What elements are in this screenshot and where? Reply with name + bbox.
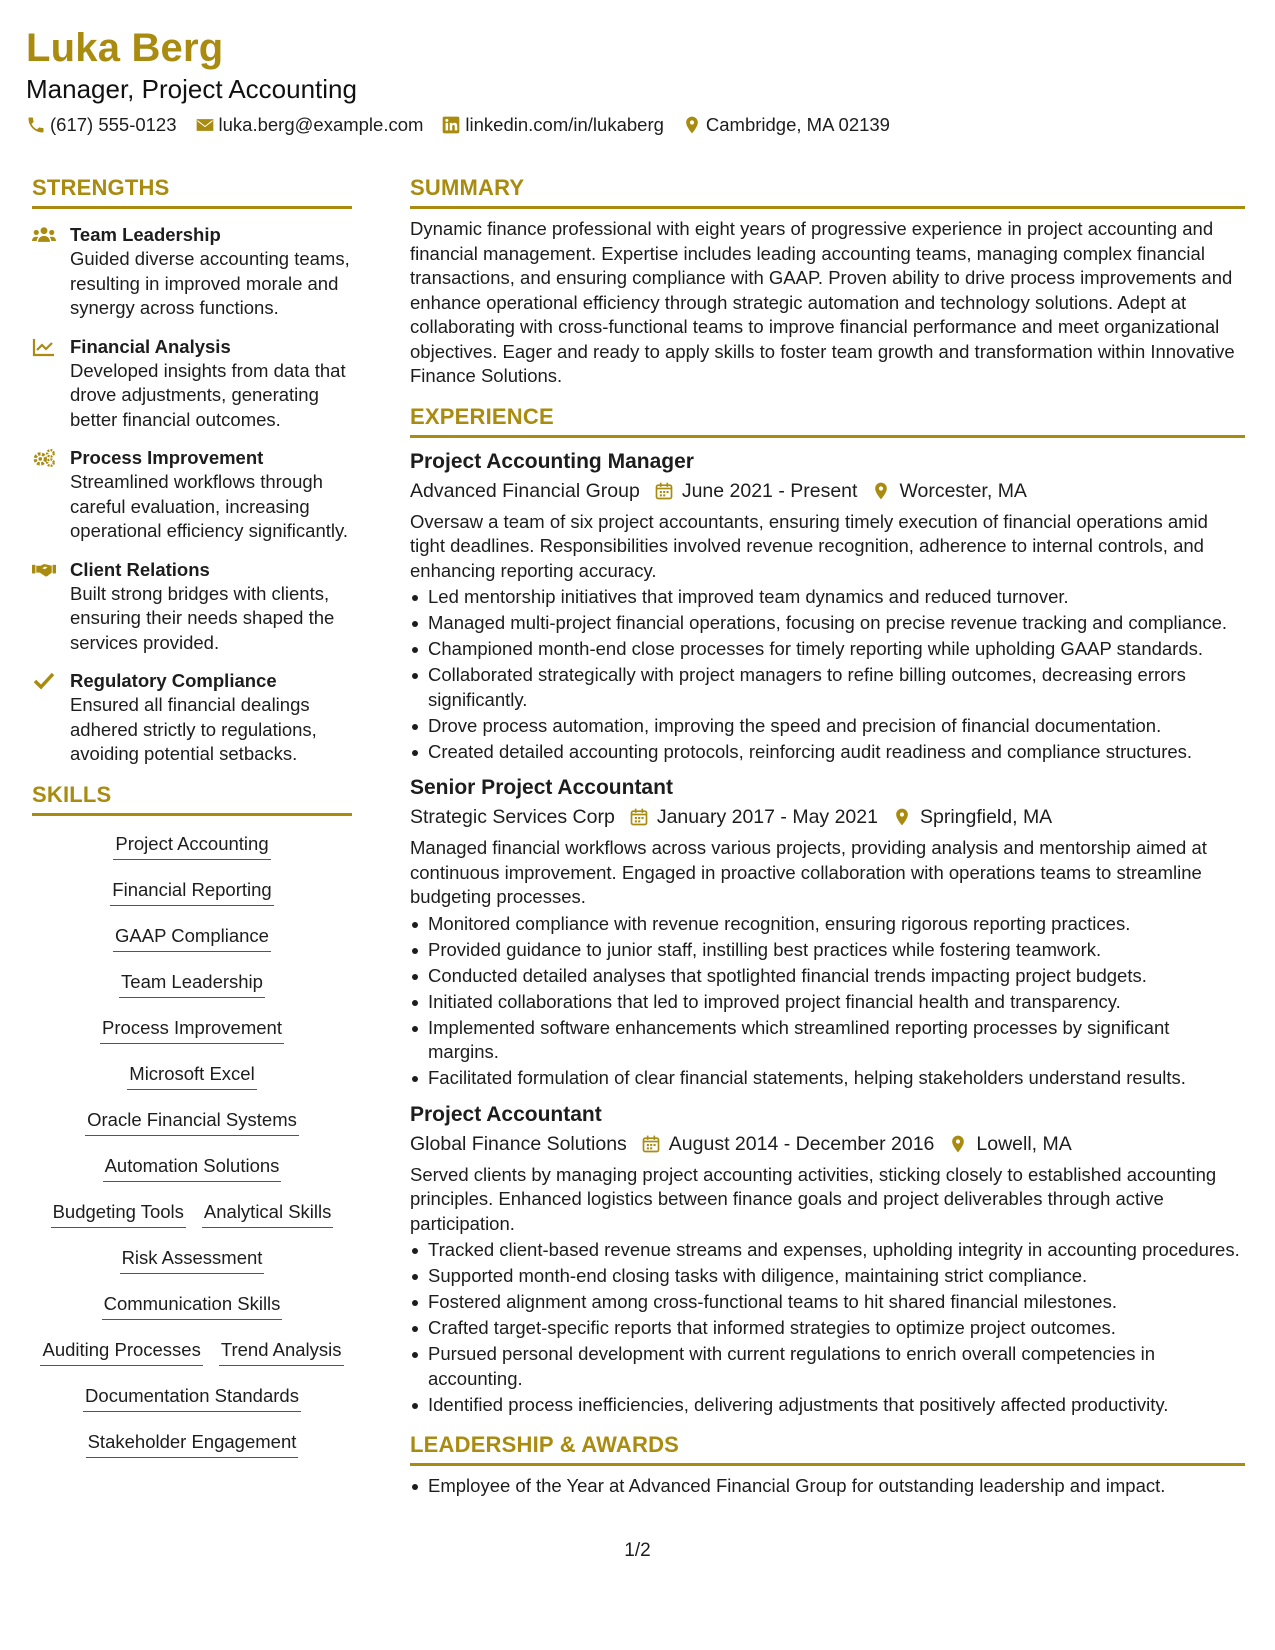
linkedin-text[interactable]: linkedin.com/in/lukaberg	[465, 114, 664, 135]
job-company: Advanced Financial Group	[410, 479, 640, 502]
list-item: Collaborated strategically with project managers to refine billing outcomes, decreasing errors significantly.	[410, 663, 1245, 712]
resume-header	[26, 24, 1249, 137]
list-item: Managed multi-project financial operations, focusing on precise revenue tracking and compliance.	[410, 611, 1245, 636]
awards-list	[410, 1474, 1245, 1499]
job-entry	[410, 774, 1245, 1091]
location-text: Cambridge, MA 02139	[705, 114, 890, 135]
list-item: Supported month-end closing tasks with diligence, maintaining strict compliance.	[410, 1264, 1245, 1289]
list-item: Created detailed accounting protocols, reinforcing audit readiness and compliance structures.	[410, 740, 1245, 765]
job-dates-wrap	[629, 804, 878, 830]
strength-title: Client Relations	[70, 558, 210, 580]
job-location-wrap	[871, 478, 1027, 504]
list-item: Drove process automation, improving the speed and precision of financial documentation.	[410, 714, 1245, 739]
experience-heading: EXPERIENCE	[410, 403, 1245, 438]
skills-heading: SKILLS	[32, 781, 352, 816]
users-icon	[32, 225, 56, 245]
envelope-icon	[195, 115, 215, 135]
strength-item	[32, 669, 352, 767]
awards-heading: LEADERSHIP & AWARDS	[410, 1431, 1245, 1466]
job-meta	[410, 804, 1245, 830]
skill-tag: Budgeting Tools	[51, 1200, 186, 1228]
map-pin-icon	[948, 1134, 968, 1154]
job-dates: January 2017 - May 2021	[656, 806, 878, 828]
job-dates-wrap	[641, 1131, 935, 1157]
job-title: Project Accountant	[410, 1102, 602, 1126]
strength-desc: Guided diverse accounting teams, resulting in improved morale and synergy across functions.	[70, 248, 350, 318]
email-text[interactable]: luka.berg@example.com	[218, 114, 424, 135]
job-company: Global Finance Solutions	[410, 1132, 627, 1155]
strength-item	[32, 335, 352, 433]
list-item: Initiated collaborations that led to improved project financial health and transparency.	[410, 990, 1245, 1015]
job-description: Oversaw a team of six project accountants, ensuring timely execution of financial operations amid tight deadlines. Responsibilities involved revenue recognition, adherence to internal controls, and enhancing reporting accuracy.	[410, 510, 1208, 581]
strengths-list	[32, 223, 352, 767]
list-item: Facilitated formulation of clear financial statements, helping stakeholders understand results.	[410, 1066, 1245, 1091]
strength-title: Financial Analysis	[70, 335, 231, 357]
skills-list	[32, 828, 352, 1472]
skill-tag: GAAP Compliance	[113, 924, 271, 952]
job-title: Senior Project Accountant	[410, 776, 673, 799]
job-bullets	[410, 585, 1245, 764]
summary-text: Dynamic finance professional with eight years of progressive experience in project accounting and financial management. Expertise includes leading accounting teams, managing complex financial transactions, and ensuring compliance with GAAP. Proven ability to drive process improvements and enhance operational efficiency through strategic automation and technology solutions. Adept at collaborating with cross-functional teams to improve financial performance and meet organizational objectives. Eager and ready to apply skills to foster team growth and transformation within Innovative Finance Solutions.	[410, 218, 1235, 386]
linkedin-icon	[441, 115, 461, 135]
summary-heading: SUMMARY	[410, 174, 1245, 209]
left-column	[32, 174, 352, 1472]
calendar-icon	[654, 481, 674, 501]
summary-section	[410, 174, 1245, 389]
skill-tag: Microsoft Excel	[127, 1062, 256, 1090]
job-description: Served clients by managing project accounting activities, sticking closely to established accounting principles. Enhanced logistics between finance goals and project deliverables through active participation.	[410, 1163, 1217, 1234]
skill-tag: Analytical Skills	[202, 1200, 334, 1228]
job-bullets	[410, 1238, 1245, 1417]
list-item: Crafted target-specific reports that informed strategies to optimize project outcomes.	[410, 1316, 1245, 1341]
job-meta	[410, 1131, 1245, 1157]
list-item: Conducted detailed analyses that spotlighted financial trends impacting project budgets.	[410, 964, 1245, 989]
job-bullets	[410, 912, 1245, 1091]
skill-tag: Trend Analysis	[219, 1338, 344, 1366]
job-title: Project Accounting Manager	[410, 449, 694, 473]
strength-desc: Developed insights from data that drove adjustments, generating better financial outcomes.	[70, 359, 346, 430]
chart-line-icon	[32, 337, 56, 357]
skill-tag: Risk Assessment	[120, 1246, 265, 1274]
skill-tag: Auditing Processes	[40, 1338, 202, 1366]
experience-section	[410, 403, 1245, 1418]
gears-icon	[32, 448, 56, 468]
skill-tag: Process Improvement	[100, 1016, 284, 1044]
list-item: Provided guidance to junior staff, instilling best practices while fostering teamwork.	[410, 938, 1245, 963]
list-item: Identified process inefficiencies, delivering adjustments that positively affected productivity.	[410, 1393, 1245, 1418]
job-entry	[410, 448, 1245, 765]
list-item: Tracked client-based revenue streams and expenses, upholding integrity in accounting procedures.	[410, 1238, 1245, 1263]
job-dates: August 2014 - December 2016	[668, 1132, 935, 1155]
skill-tag: Communication Skills	[102, 1292, 283, 1320]
candidate-title: Manager, Project Accounting	[26, 74, 357, 104]
list-item: Pursued personal development with current regulations to enrich overall competencies in accounting.	[410, 1342, 1245, 1391]
phone-icon	[26, 115, 46, 135]
strengths-heading: STRENGTHS	[32, 174, 352, 209]
job-location-wrap	[948, 1131, 1071, 1157]
strength-desc: Built strong bridges with clients, ensuring their needs shaped the services provided.	[70, 582, 335, 653]
list-item: Championed month-end close processes for timely reporting while upholding GAAP standards.	[410, 637, 1245, 662]
contact-bar	[26, 113, 1249, 137]
contact-email[interactable]	[195, 113, 424, 137]
strength-title: Team Leadership	[70, 224, 221, 245]
job-dates-wrap	[654, 478, 858, 504]
skills-section	[32, 781, 352, 1472]
strength-title: Regulatory Compliance	[70, 670, 277, 691]
phone-text: (617) 555-0123	[50, 114, 177, 135]
skill-tag: Financial Reporting	[110, 878, 273, 906]
skill-tag: Stakeholder Engagement	[86, 1430, 299, 1458]
list-item: Employee of the Year at Advanced Financial Group for outstanding leadership and impact.	[410, 1474, 1245, 1499]
job-description: Managed financial workflows across various projects, providing analysis and mentorship aimed at continuous improvement. Engaged in proactive collaboration with operations teams to streamline budgeting processes.	[410, 837, 1207, 907]
list-item: Monitored compliance with revenue recognition, ensuring rigorous reporting practices.	[410, 912, 1245, 937]
contact-linkedin[interactable]	[441, 113, 663, 137]
skill-tag: Team Leadership	[119, 970, 265, 998]
awards-section	[410, 1431, 1245, 1499]
strength-item	[32, 558, 352, 656]
calendar-icon	[641, 1134, 661, 1154]
strengths-section	[32, 174, 352, 767]
strength-title: Process Improvement	[70, 447, 264, 468]
strength-desc: Ensured all financial dealings adhered strictly to regulations, avoiding potential setbacks.	[70, 694, 317, 764]
job-location: Springfield, MA	[919, 806, 1053, 828]
skill-tag: Automation Solutions	[103, 1154, 282, 1182]
contact-location	[682, 113, 890, 137]
candidate-name: Luka Berg	[26, 26, 224, 70]
job-meta	[410, 478, 1245, 504]
map-pin-icon	[871, 481, 891, 501]
list-item: Fostered alignment among cross-functional teams to hit shared financial milestones.	[410, 1290, 1245, 1315]
map-pin-icon	[682, 115, 702, 135]
job-location-wrap	[892, 804, 1052, 830]
strength-desc: Streamlined workflows through careful evaluation, increasing operational efficiency significantly.	[70, 471, 348, 541]
skill-tag: Documentation Standards	[83, 1384, 301, 1412]
strength-item	[32, 223, 352, 321]
list-item: Led mentorship initiatives that improved team dynamics and reduced turnover.	[410, 585, 1245, 610]
job-location: Lowell, MA	[976, 1132, 1072, 1155]
list-item: Implemented software enhancements which streamlined reporting processes by significant margins.	[410, 1016, 1245, 1065]
job-location: Worcester, MA	[899, 479, 1027, 502]
job-dates: June 2021 - Present	[681, 479, 858, 502]
map-pin-icon	[892, 807, 912, 827]
job-entry	[410, 1101, 1245, 1418]
job-company: Strategic Services Corp	[410, 806, 615, 828]
calendar-icon	[629, 807, 649, 827]
page-number: 1/2	[624, 1540, 651, 1561]
contact-phone	[26, 113, 177, 137]
strength-item	[32, 446, 352, 544]
handshake-icon	[32, 560, 56, 580]
skill-tag: Project Accounting	[113, 832, 270, 860]
right-column	[410, 174, 1245, 1513]
skill-tag: Oracle Financial Systems	[85, 1108, 299, 1136]
check-icon	[32, 671, 56, 691]
